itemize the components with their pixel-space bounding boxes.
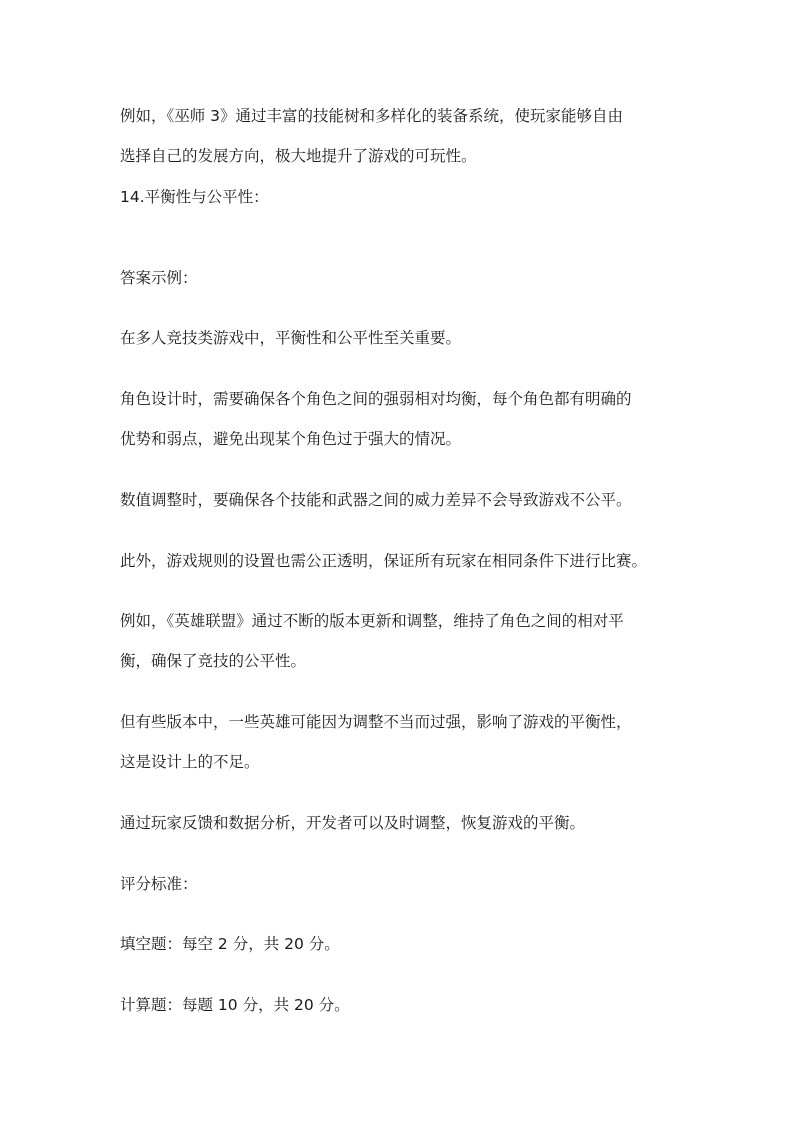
text-line: 通过玩家反馈和数据分析，开发者可以及时调整，恢复游戏的平衡。: [120, 814, 586, 832]
paragraph-version-shortcoming: [120, 702, 686, 782]
text-line: 角色设计时，需要确保各个角色之间的强弱相对均衡，每个角色都有明确的: [120, 390, 632, 408]
scoring-calculation: [120, 985, 686, 1025]
text-line: 此外，游戏规则的设置也需公正透明，保证所有玩家在相同条件下进行比赛。: [120, 552, 648, 570]
text-line: 答案示例：: [120, 269, 198, 287]
text-line: 计算题：每题 10 分，共 20 分。: [120, 996, 350, 1014]
paragraph-character-design: [120, 379, 686, 459]
text-line: 14.平衡性与公平性：: [120, 188, 269, 206]
paragraph-witcher-example: [120, 96, 686, 176]
section-heading-balance-fairness: [120, 177, 686, 217]
text-line: 数值调整时，要确保各个技能和武器之间的威力差异不会导致游戏不公平。: [120, 491, 632, 509]
paragraph-player-feedback: [120, 803, 686, 843]
answer-example-label: [120, 258, 686, 298]
text-line: 评分标准：: [120, 875, 198, 893]
paragraph-multiplayer-importance: [120, 318, 686, 358]
text-line: 但有些版本中，一些英雄可能因为调整不当而过强，影响了游戏的平衡性，: [120, 713, 632, 731]
paragraph-lol-example: [120, 601, 686, 681]
text-line: 选择自己的发展方向，极大地提升了游戏的可玩性。: [120, 147, 477, 165]
paragraph-value-tuning: [120, 480, 686, 520]
paragraph-game-rules: [120, 541, 686, 581]
text-line: 填空题：每空 2 分，共 20 分。: [120, 935, 340, 953]
text-line: 衡，确保了竞技的公平性。: [120, 652, 307, 670]
text-line: 优势和弱点，避免出现某个角色过于强大的情况。: [120, 430, 462, 448]
text-line: 例如，《英雄联盟》通过不断的版本更新和调整，维持了角色之间的相对平: [120, 612, 624, 630]
scoring-criteria-label: [120, 864, 686, 904]
text-line: 在多人竞技类游戏中，平衡性和公平性至关重要。: [120, 329, 462, 347]
scoring-fill-in-blank: [120, 924, 686, 964]
text-line: 这是设计上的不足。: [120, 753, 260, 771]
text-line: 例如，《巫师 3》通过丰富的技能树和多样化的装备系统，使玩家能够自由: [120, 107, 624, 125]
